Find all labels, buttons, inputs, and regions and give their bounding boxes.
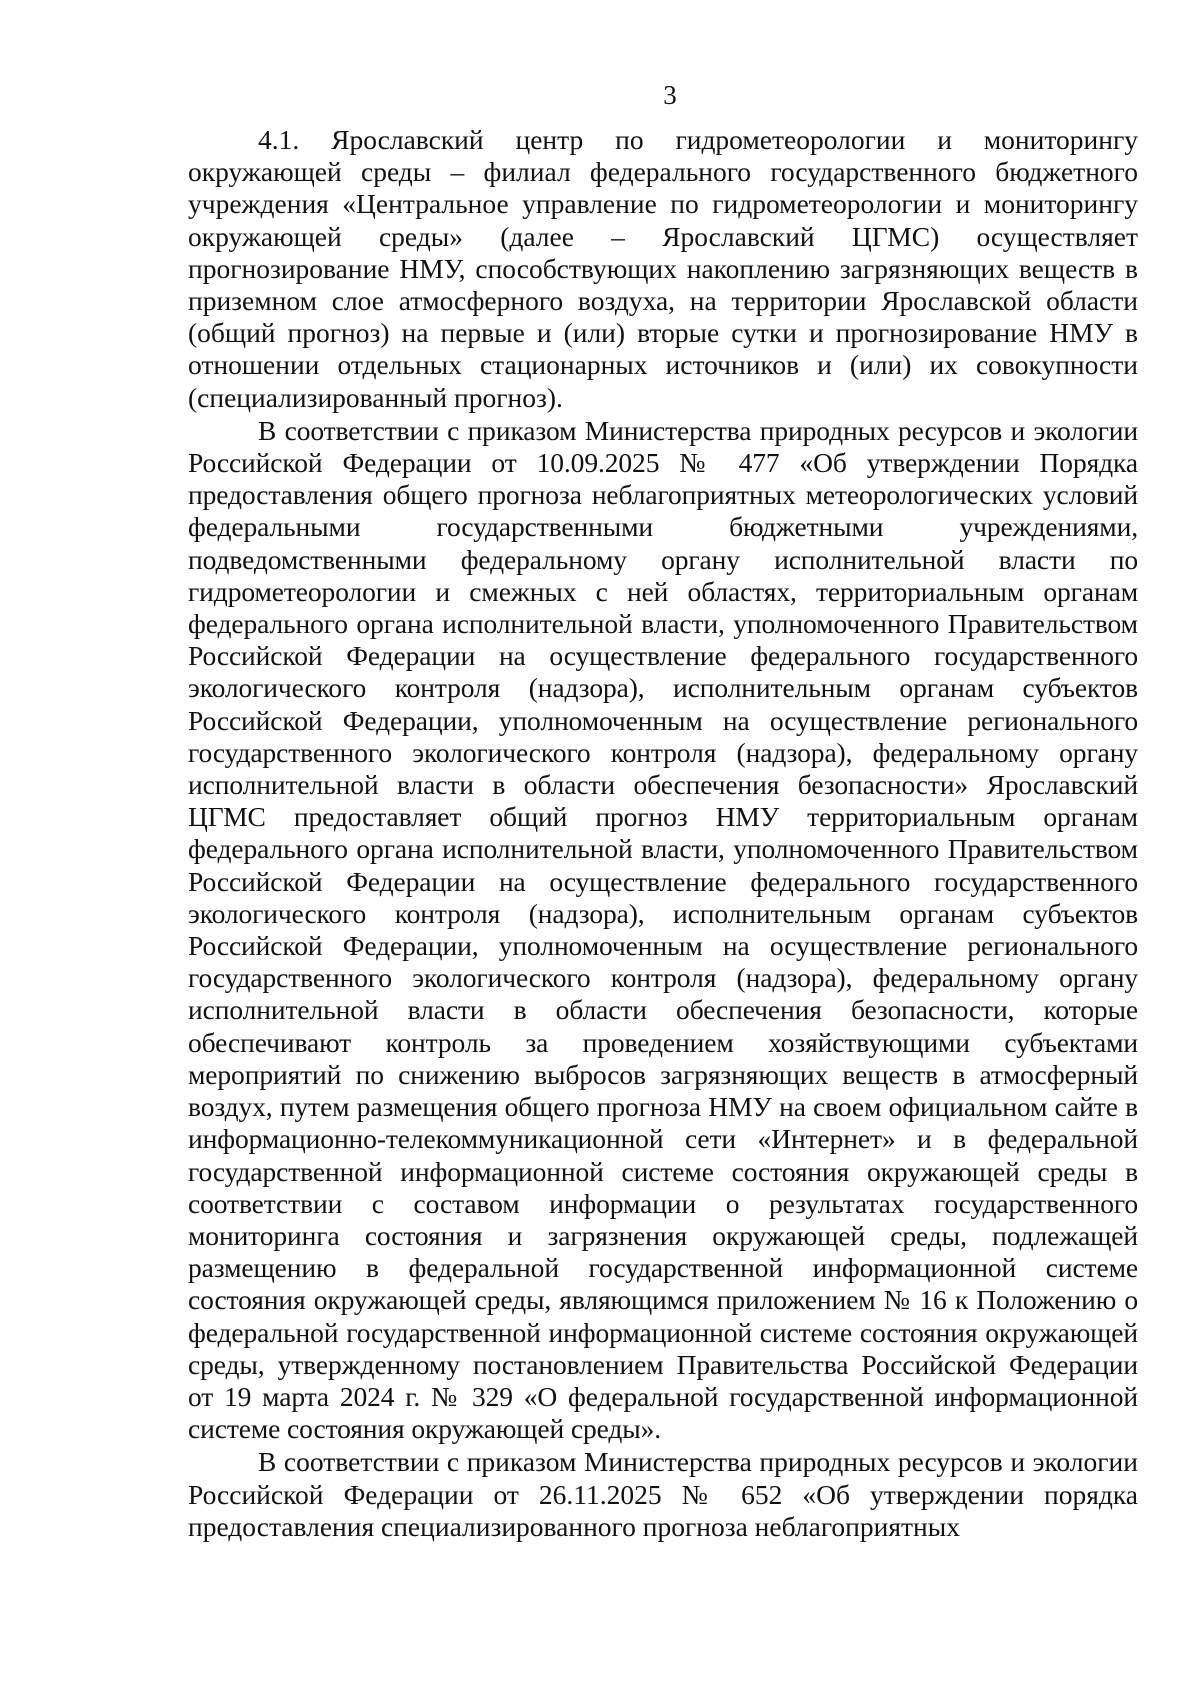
document-body — [188, 124, 1138, 1544]
paragraph-specialized-forecast: В соответствии с приказом Министерства природных ресурсов и экологии Российской Федерации от 26.11.2025 № 652 «Об утверждении порядка предоставления специализированного прогноза неблагоприятных — [188, 1446, 1138, 1542]
paragraph-general-forecast: В соответствии с приказом Министерства природных ресурсов и экологии Российской Федерации от 10.09.2025 № 477 «Об утверждении Порядка предоставления общего прогноза неблагоприятных метеорологических условий федеральными государственными бюджетными учреждениями, подведомственными федеральному органу исполнительной власти по гидрометеорологии и смежных с ней областях, территориальным органам федерального органа исполнительной власти, уполномоченного Правительством Российской Федерации на осуществление федерального государственного экологического контроля (надзора), исполнительным органам субъектов Российской Федерации, уполномоченным на осуществление регионального государственного экологического контроля (надзора), федеральному органу исполнительной власти в области обеспечения безопасности» Ярославский ЦГМС предоставляет общий прогноз НМУ территориальным органам федерального органа исполнительной власти, уполномоченного Правительством Российской Федерации на осуществление федерального государственного экологического контроля (надзора), исполнительным органам субъектов Российской Федерации, уполномоченным на осуществление регионального государственного экологического контроля (надзора), федеральному органу исполнительной власти в области обеспечения безопасности, которые обеспечивают контроль за проведением хозяйствующими субъектами мероприятий по снижению выбросов загрязняющих веществ в атмосферный воздух, путем размещения общего прогноза НМУ на своем официальном сайте в информационно-телекоммуникационной сети «Интернет» и в федеральной государственной информационной системе состояния окружающей среды в соответствии с составом информации о результатах государственного мониторинга состояния и загрязнения окружающей среды, подлежащей размещению в федеральной государственной информационной системе состояния окружающей среды, являющимся приложением № 16 к Положению о федеральной государственной информационной системе состояния окружающей среды, утвержденному постановлением Правительства Российской Федерации от 19 марта 2024 г. № 329 «О федеральной государственной информационной системе состояния окружающей среды». — [188, 414, 1138, 1445]
page-number: 3 — [663, 80, 677, 110]
paragraph-4-1: 4.1. Ярославский центр по гидрометеорологии и мониторингу окружающей среды – филиал федерального государственного бюджетного учреждения «Центральное управление по гидрометеорологии и мониторингу окружающей среды» (далее – Ярославский ЦГМС) осуществляет прогнозирование НМУ, способствующих накоплению загрязняющих веществ в приземном слое атмосферного воздуха, на территории Ярославской области (общий прогноз) на первые и (или) вторые сутки и прогнозирование НМУ в отношении отдельных стационарных источников и (или) их совокупности (специализированный прогноз). — [188, 124, 1138, 413]
